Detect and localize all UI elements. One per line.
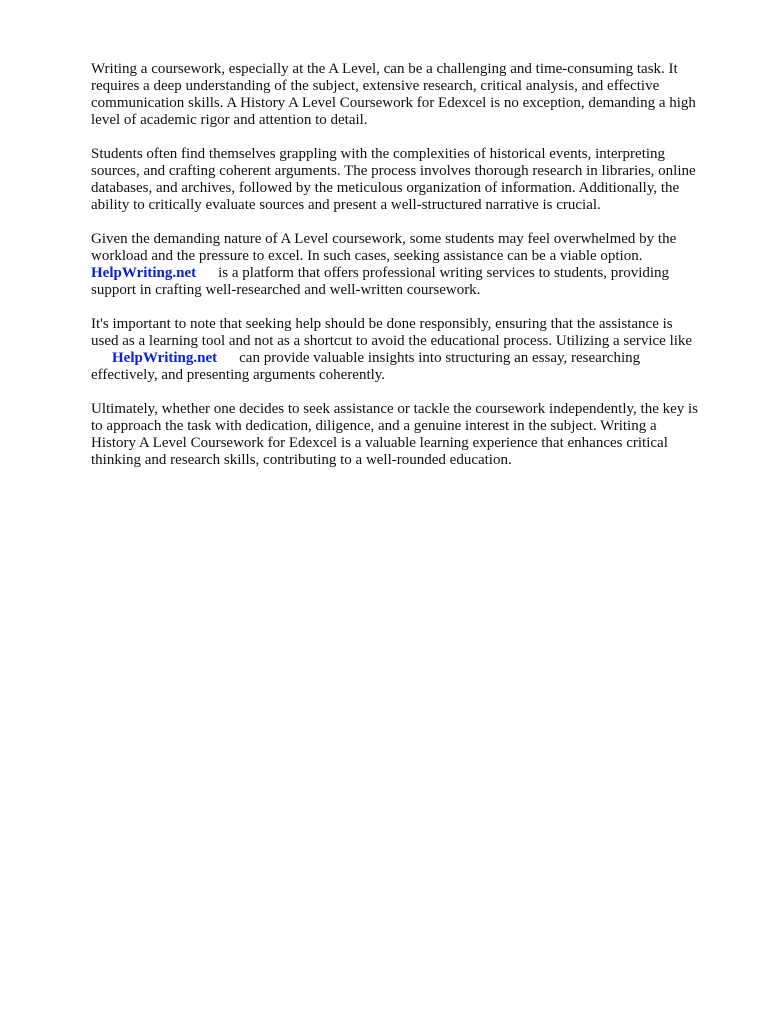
paragraph-intro	[91, 61, 731, 129]
text-line: effectively, and presenting arguments coherently.	[91, 367, 386, 383]
text-line: used as a learning tool and not as a shortcut to avoid the educational process. Utilizing a service like	[91, 333, 693, 349]
text-line-with-link	[91, 265, 731, 282]
text-line: Students often find themselves grappling with the complexities of historical events, interpreting	[91, 146, 666, 162]
paragraph-challenges	[91, 146, 731, 214]
text-line: Ultimately, whether one decides to seek assistance or tackle the coursework independently, the key is	[91, 401, 699, 417]
paragraph-conclusion	[91, 401, 731, 469]
text-fragment: can provide valuable insights into structuring an essay, researching	[239, 350, 641, 366]
paragraph-responsible-help	[91, 316, 731, 384]
document-page	[91, 61, 731, 486]
text-line-with-link	[91, 350, 731, 367]
text-line: level of academic rigor and attention to detail.	[91, 112, 368, 128]
text-line: to approach the task with dedication, diligence, and a genuine interest in the subject. Writing a	[91, 418, 657, 434]
text-line: History A Level Coursework for Edexcel is a valuable learning experience that enhances critical	[91, 435, 668, 451]
text-line: requires a deep understanding of the subject, extensive research, critical analysis, and effective	[91, 78, 660, 94]
text-line: support in crafting well-researched and well-written coursework.	[91, 282, 481, 298]
paragraph-assistance	[91, 231, 731, 299]
text-line: thinking and research skills, contributing to a well-rounded education.	[91, 452, 512, 468]
text-line: It's important to note that seeking help should be done responsibly, ensuring that the assistance is	[91, 316, 673, 332]
text-line: Given the demanding nature of A Level coursework, some students may feel overwhelmed by the	[91, 231, 677, 247]
text-line: databases, and archives, followed by the meticulous organization of information. Additionally, the	[91, 180, 680, 196]
text-line: sources, and crafting coherent arguments. The process involves thorough research in libraries, online	[91, 163, 696, 179]
text-fragment: is a platform that offers professional writing services to students, providing	[218, 265, 670, 281]
text-line: communication skills. A History A Level Coursework for Edexcel is no exception, demanding a high	[91, 95, 696, 111]
helpwriting-link[interactable]: HelpWriting.net	[112, 350, 218, 366]
text-line: Writing a coursework, especially at the A Level, can be a challenging and time-consuming task. It	[91, 61, 678, 77]
text-line: ability to critically evaluate sources and present a well-structured narrative is crucial.	[91, 197, 601, 213]
helpwriting-link[interactable]: HelpWriting.net	[91, 265, 197, 281]
text-line: workload and the pressure to excel. In such cases, seeking assistance can be a viable option.	[91, 248, 643, 264]
